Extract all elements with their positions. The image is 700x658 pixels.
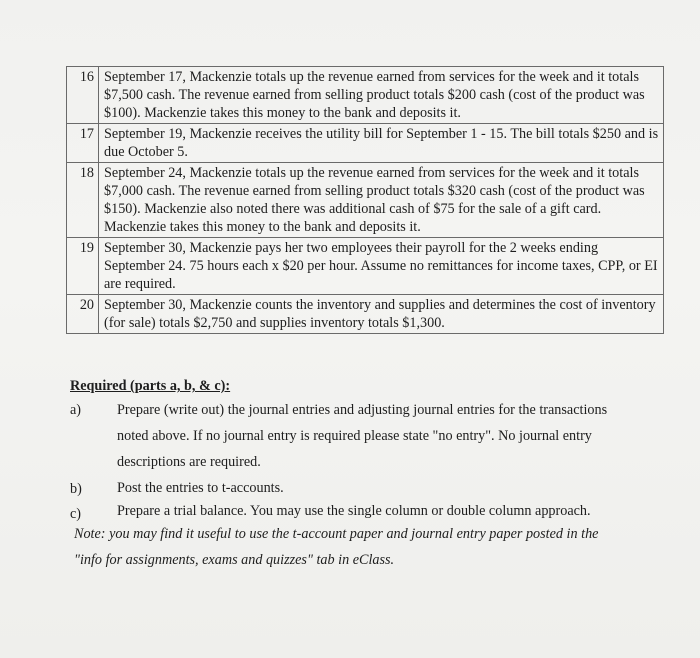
- transaction-number: 17: [67, 124, 99, 163]
- item-label-b: b): [70, 481, 82, 497]
- transaction-text: September 30, Mackenzie counts the inventory and supplies and determines the cost of inventory (for sale) totals $2,750 and supplies inventory totals $1,300.: [99, 295, 664, 334]
- item-label-c: c): [70, 506, 82, 522]
- required-heading: Required (parts a, b, & c):: [70, 378, 231, 394]
- item-text-a: Prepare (write out) the journal entries and adjusting journal entries for the transactions noted above. If no journal entry is required please state "no entry". No journal entry descriptions are required.: [117, 402, 608, 470]
- transaction-text: September 19, Mackenzie receives the utility bill for September 1 - 15. The bill totals $250 and is due October 5.: [99, 124, 664, 163]
- table-row: [67, 295, 664, 334]
- table-row: [67, 67, 664, 124]
- item-text-c: Prepare a trial balance. You may use the single column or double column approach.: [117, 503, 591, 519]
- transaction-number: 20: [67, 295, 99, 334]
- note-text: Note: you may find it useful to use the t-account paper and journal entry paper posted in the "info for assignments, exams and quizzes" tab in eClass.: [74, 526, 599, 568]
- item-label-a: a): [70, 402, 82, 418]
- item-text-b: Post the entries to t-accounts.: [117, 480, 284, 496]
- table-row: [67, 124, 664, 163]
- table-row: [67, 163, 664, 238]
- table-row: [67, 238, 664, 295]
- transaction-number: 16: [67, 67, 99, 124]
- transaction-text: September 17, Mackenzie totals up the revenue earned from services for the week and it totals $7,500 cash. The revenue earned from selling product totals $200 cash (cost of the product was $100). Mackenzie takes this money to the bank and deposits it.: [99, 67, 664, 124]
- transaction-number: 19: [67, 238, 99, 295]
- transactions-table: [66, 66, 664, 334]
- transaction-text: September 24, Mackenzie totals up the revenue earned from services for the week and it totals $7,000 cash. The revenue earned from selling product totals $320 cash (cost of the product was $150). Mackenzie also noted there was additional cash of $75 for the sale of a gift card. Mackenzie takes this money to the bank and deposits it.: [99, 163, 664, 238]
- transaction-text: September 30, Mackenzie pays her two employees their payroll for the 2 weeks ending September 24. 75 hours each x $20 per hour. Assume no remittances for income taxes, CPP, or EI are required.: [99, 238, 664, 295]
- transaction-number: 18: [67, 163, 99, 238]
